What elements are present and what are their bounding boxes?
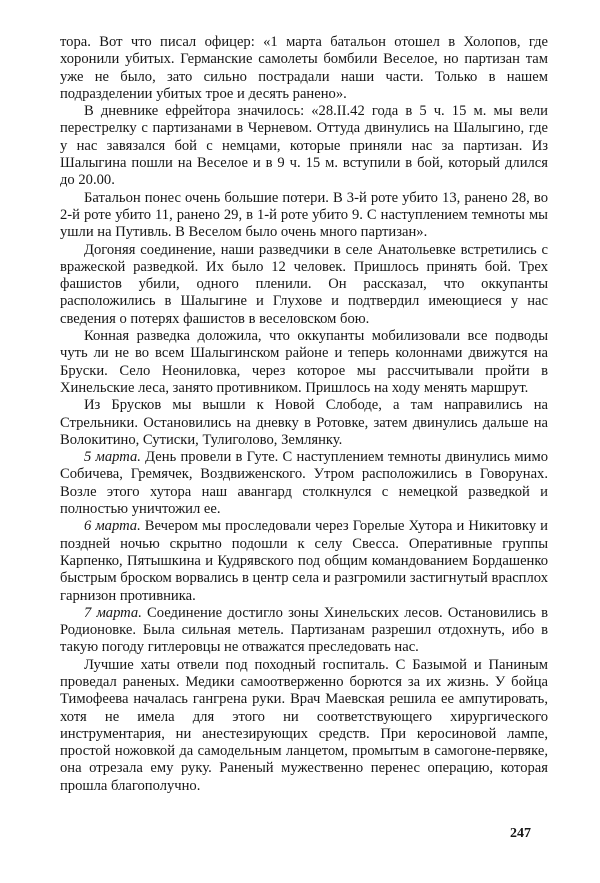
paragraph-text: тора. Вот что писал офицер: «1 марта батальон отошел в Холопов, где хоронили убитых. Германские самолеты бомбили Веселое, но партизан там уже не было, зато сильно пострадали наши части. Только в нашем подразделении убитых трое и десять ранено». <box>60 34 548 102</box>
book-page-text <box>60 34 548 795</box>
paragraph-text: Вечером мы проследовали через Горелые Хутора и Никитовку и поздней ночью скрытно подошли к селу Свесса. Оперативные группы Карпенко, Пятышкина и Кудрявского под общим командованием Бордашенко быстрым броском ворвались в центр села и разгромили застигнутый врасплох гарнизон противника. <box>60 518 548 604</box>
paragraph-text: Догоняя соединение, наши разведчики в селе Анатольевке встретились с вражеской разведкой. Их было 12 человек. Пришлось принять бой. Трех фашистов убили, одного пленили. Он рассказал, что оккупанты расположились в Шалыгине и Глухове и подтвердил имеющиеся у нас сведения о потерях фашистов в веселовском бою. <box>60 241 548 327</box>
page-number: 247 <box>510 826 531 841</box>
paragraph-text: День провели в Гуте. С наступлением темноты двинулись мимо Собичева, Гремячек, Воздвиженского. Утром расположились в Говорунах. Возле этого хутора наш авангард столкнулся с немецкой разведкой и полностью уничтожил ее. <box>60 449 548 518</box>
paragraph-text: Из Брусков мы вышли к Новой Слободе, а там направились на Стрельники. Остановились на дневку в Ротовке, затем двинулись дальше на Волокитино, Сутиски, Тулиголово, Землянку. <box>60 397 548 448</box>
entry-date: 5 марта. <box>84 449 141 466</box>
paragraph-text: Лучшие хаты отвели под походный госпиталь. С Базымой и Паниным проведал раненых. Медики самоотверженно борются за их жизнь. У бойца Тимофеева началась гангрена руки. Врач Маевская решила ее ампутировать, хотя не имела для этого ни соответствующего хирургического инструментария, ни анестезирующих средств. При керосиновой лампе, простой ножовкой да самодельным ланцетом, промытым в самогоне-первяке, она отрезала ему руку. Раненый мужественно перенес операцию, которая прошла благополучно. <box>60 656 548 794</box>
diary-entry <box>60 605 548 657</box>
diary-entry <box>60 449 548 518</box>
paragraph <box>60 242 548 328</box>
paragraph-text: Батальон понес очень большие потери. В 3-й роте убито 13, ранено 28, во 2-й роте убито 11, ранено 29, в 1-й роте убито 9. С наступлением темноты мы ушли на Путивль. В Веселом было очень много партизан». <box>60 189 548 241</box>
paragraph <box>60 657 548 795</box>
entry-date: 7 марта. <box>84 604 142 621</box>
diary-entry <box>60 518 548 604</box>
entry-date: 6 марта. <box>84 518 141 535</box>
paragraph <box>60 103 548 189</box>
paragraph-text: Конная разведка доложила, что оккупанты мобилизовали все подводы чуть ли не во всем Шалыгинском районе и теперь колоннами движутся на Бруски. Село Неониловка, через которое мы рассчитывали пройти в Хинельские леса, занято противником. Пришлось на ходу менять маршрут. <box>60 328 548 396</box>
paragraph <box>60 397 548 449</box>
paragraph <box>60 190 548 242</box>
paragraph-text: В дневнике ефрейтора значилось: «28.II.42 года в 5 ч. 15 м. мы вели перестрелку с партизанами в Черневом. Оттуда двинулись на Шалыгино, где у нас завязался бой с немцами, которые приняли нас за партизан. Из Шалыгина пошли на Веселое и в 9 ч. 15 м. вступили в бой, который длился до 20.00. <box>60 103 548 189</box>
paragraph-text: Соединение достигло зоны Хинельских лесов. Остановились в Родионовке. Была сильная метель. Партизанам разрешил отдохнуть, ибо в такую погоду гитлеровцы не отважатся преследовать нас. <box>60 604 549 656</box>
paragraph <box>60 34 548 103</box>
paragraph <box>60 328 548 397</box>
